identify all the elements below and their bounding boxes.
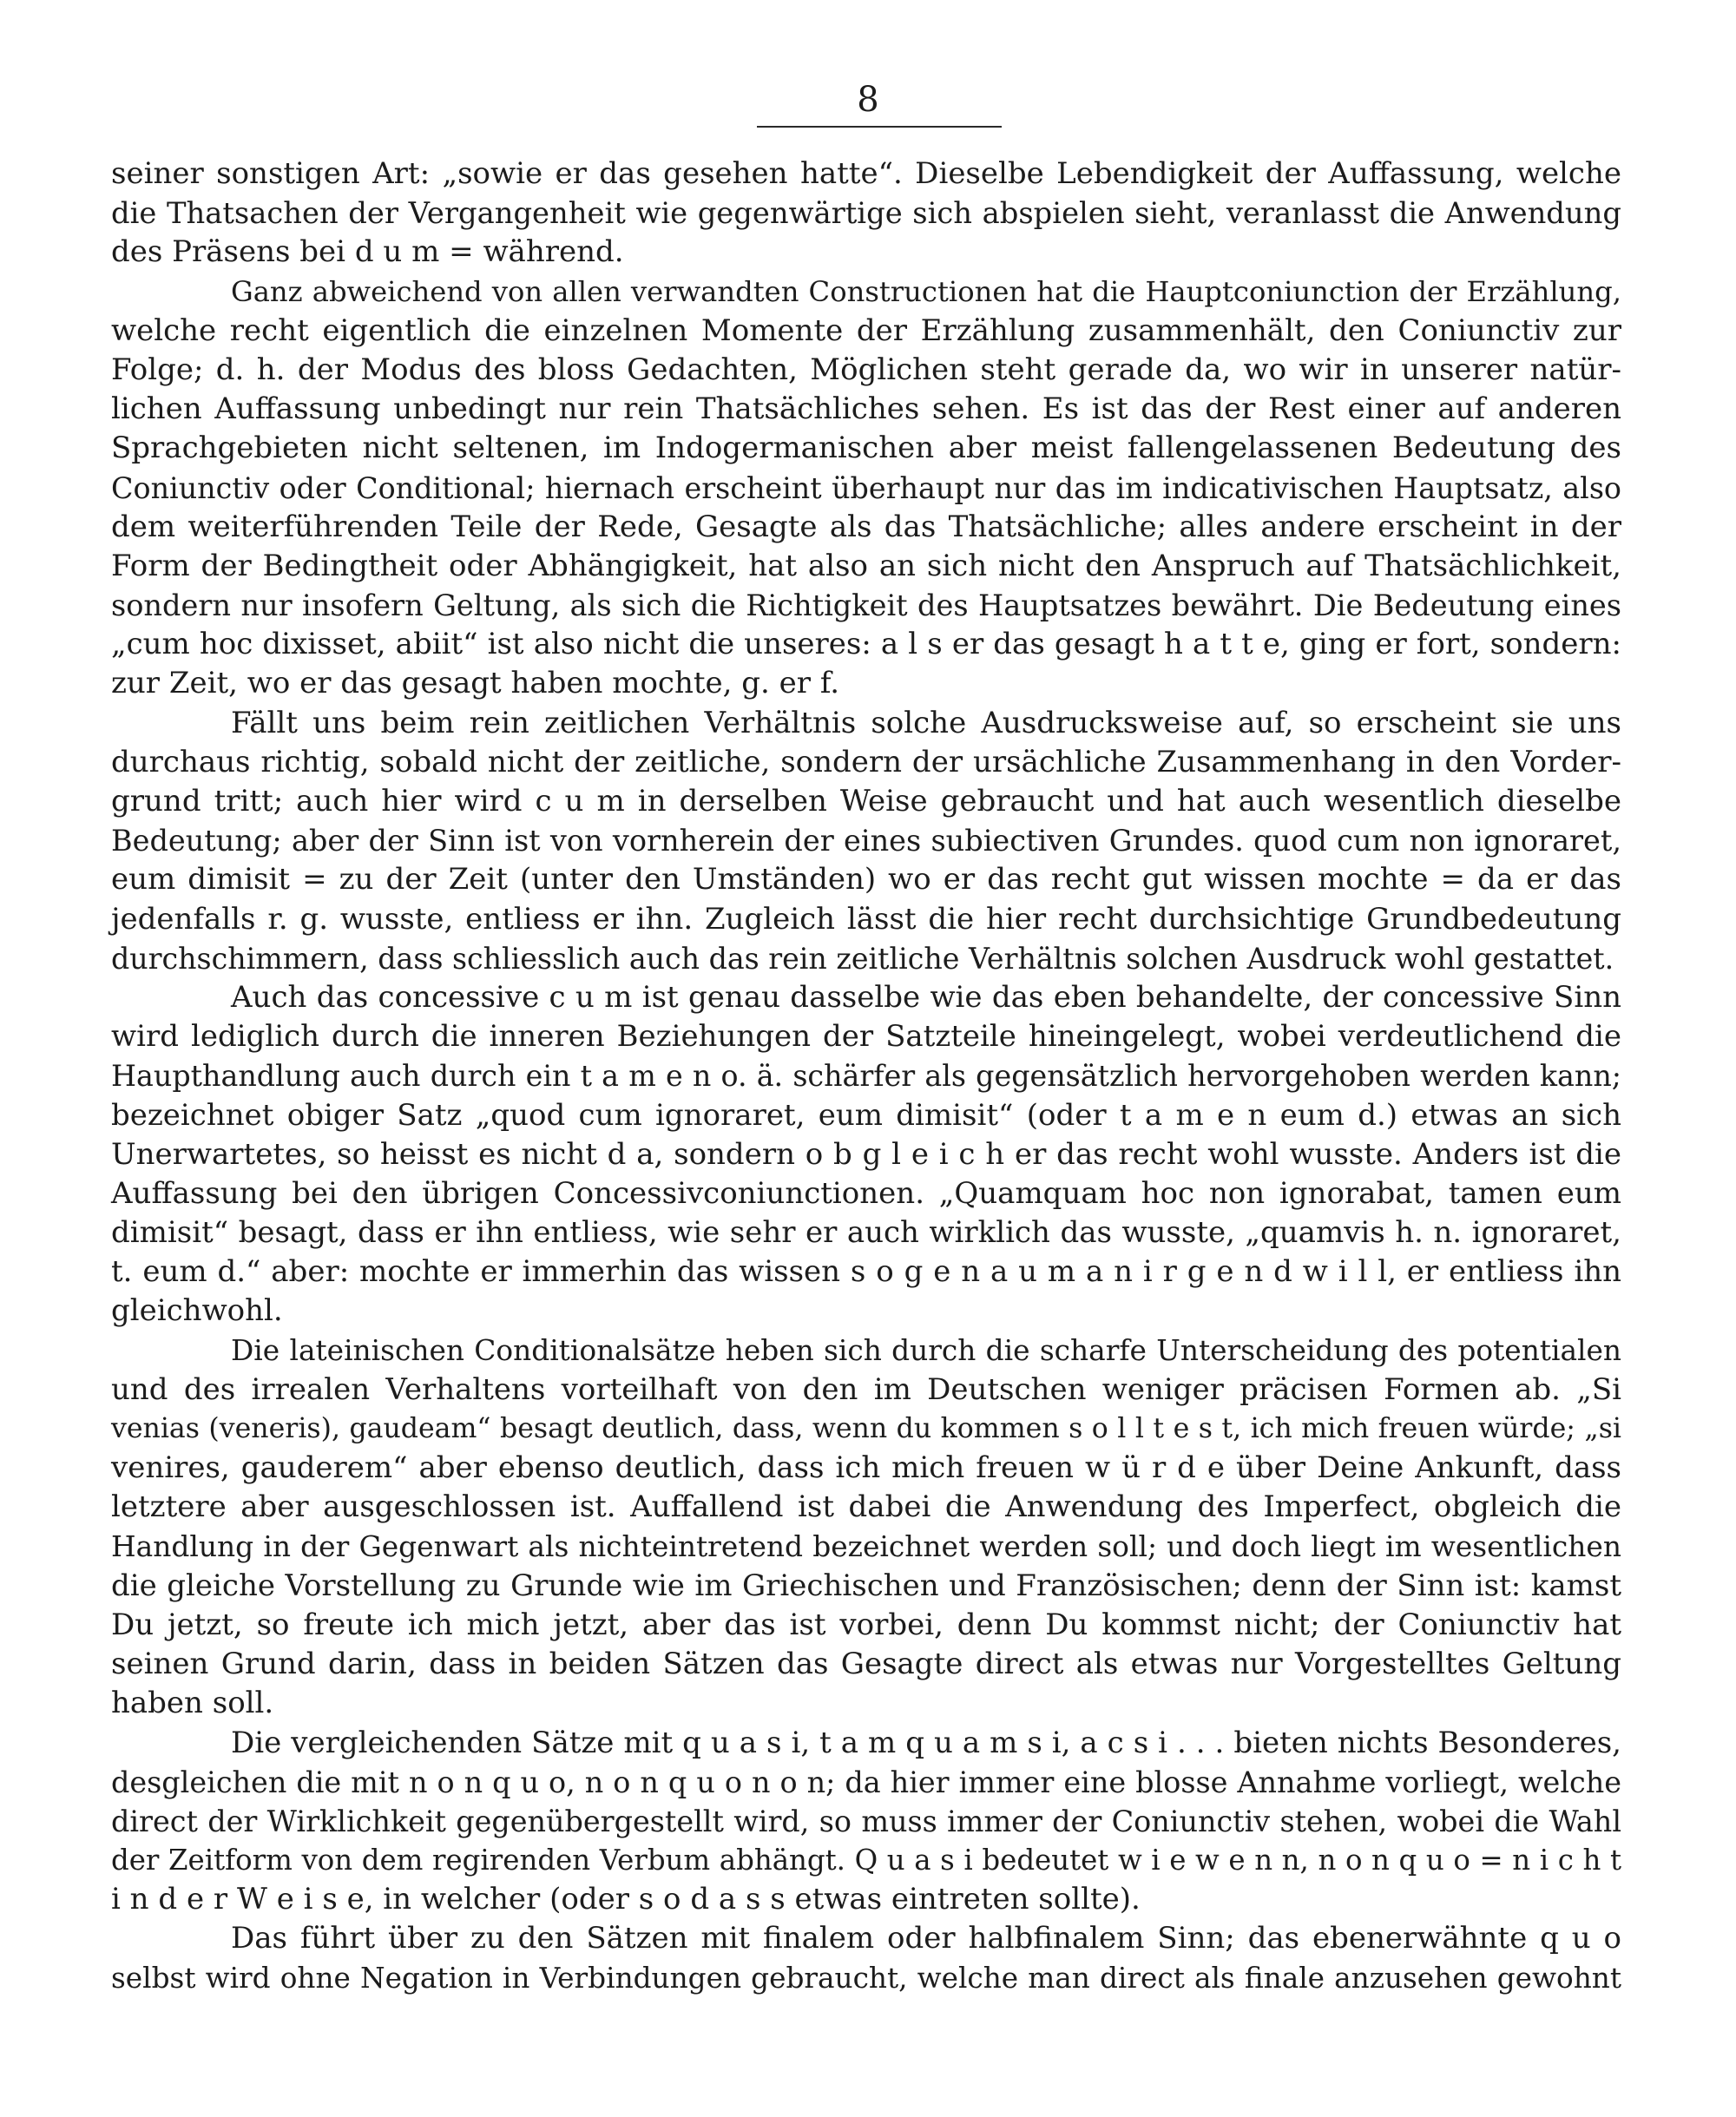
text-line: des Präsens bei d u m = während. (111, 234, 624, 270)
text-line: „cum hoc dixisset, abiit“ ist also nicht die unseres: a l s er das gesagt h a t t e, ging er fort, sondern: (111, 627, 1621, 662)
text-line: desgleichen die mit n o n q u o, n o n q u o n o n; da hier immer eine blosse Annahme vorliegt, welche (111, 1765, 1621, 1799)
text-line: lichen Auffassung unbedingt nur rein Thatsächliches sehen. Es ist das der Rest einer auf anderen (111, 391, 1621, 427)
text-line: Form der Bedingtheit oder Abhängigkeit, hat also an sich nicht den Anspruch auf Thatsächlichkeit, (111, 548, 1621, 583)
text-line: die Thatsachen der Vergangenheit wie gegenwärtige sich abspielen sieht, veranlasst die Anwendung (111, 196, 1621, 231)
text-line: der Zeitform von dem regirenden Verbum abhängt. Q u a s i bedeutet w i e w e n n, n o n q u o = n i c h t (111, 1844, 1621, 1877)
text-line: venias (veneris), gaudeam“ besagt deutlich, dass, wenn du kommen s o l l t e s t, ich mich freuen würde; „si (111, 1413, 1621, 1444)
text-line: Coniunctiv oder Conditional; hiernach erscheint überhaupt nur das im indicativischen Hauptsatz, also (111, 470, 1621, 505)
text-line: direct der Wirklichkeit gegenübergestellt wird, so muss immer der Coniunctiv stehen, wobei die Wahl (111, 1804, 1621, 1838)
text-line: selbst wird ohne Negation in Verbindungen gebraucht, welche man direct als finale anzusehen gewohnt (111, 1961, 1621, 1995)
text-line: eum dimisit = zu der Zeit (unter den Umständen) wo er das recht gut wissen mochte = da er das (111, 862, 1621, 897)
text-line: Sprachgebieten nicht seltenen, im Indogermanischen aber meist fallengelassenen Bedeutung des (111, 431, 1621, 466)
text-line: Die lateinischen Conditionalsätze heben sich durch die scharfe Unterscheidung des potentialen (231, 1333, 1621, 1367)
text-line: grund tritt; auch hier wird c u m in derselben Weise gebraucht und hat auch wesentlich dieselbe (111, 784, 1621, 819)
text-line: welche recht eigentlich die einzelnen Momente der Erzählung zusammenhält, den Coniunctiv zur (111, 312, 1621, 348)
text-line: seinen Grund darin, dass in beiden Sätzen das Gesagte direct als etwas nur Vorgestelltes Geltung (111, 1647, 1621, 1682)
text-line: Auffassung bei den übrigen Concessivconiunctionen. „Quamquam hoc non ignorabat, tamen eum (111, 1175, 1621, 1211)
text-line: letztere aber ausgeschlossen ist. Auffallend ist dabei die Anwendung des Imperfect, obgleich die (111, 1489, 1621, 1525)
text-line: zur Zeit, wo er das gesagt haben mochte, g. er f. (111, 666, 840, 701)
text-line: i n d e r W e i s e, in welcher (oder s o d a s s etwas eintreten sollte). (111, 1882, 1141, 1917)
text-line: seiner sonstigen Art: „sowie er das gesehen hatte“. Dieselbe Lebendigkeit der Auffassung, welche (111, 156, 1621, 191)
text-line: Handlung in der Gegenwart als nichteintretend bezeichnet werden soll; und doch liegt im wesentlichen (111, 1529, 1621, 1563)
page-number-rule (757, 126, 1002, 128)
text-line: Das führt über zu den Sätzen mit finalem oder halbfinalem Sinn; das ebenerwähnte q u o (231, 1921, 1621, 1956)
page-number: 8 (857, 80, 879, 120)
text-line: Du jetzt, so freute ich mich jetzt, aber das ist vorbei, denn Du kommst nicht; der Coniunctiv hat (111, 1607, 1621, 1642)
text-line: dimisit“ besagt, dass er ihn entliess, wie sehr er auch wirklich das wusste, „quamvis h. n. ignoraret, (111, 1215, 1621, 1251)
text-line: Auch das concessive c u m ist genau dasselbe wie das eben behandelte, der concessive Sinn (231, 979, 1621, 1015)
text-line: jedenfalls r. g. wusste, entliess er ihn. Zugleich lässt die hier recht durchsichtige Grundbedeutung (111, 901, 1621, 937)
text-line: Ganz abweichend von allen verwandten Constructionen hat die Hauptconiunction der Erzählung, (231, 274, 1621, 308)
text-line: die gleiche Vorstellung zu Grunde wie im Griechischen und Französischen; denn der Sinn ist: kamst (111, 1568, 1621, 1603)
text-line: durchaus richtig, sobald nicht der zeitliche, sondern der ursächliche Zusammenhang in den Vorder- (111, 744, 1621, 779)
text-line: haben soll. (111, 1686, 274, 1721)
text-line: dem weiterführenden Teile der Rede, Gesagte als das Thatsächliche; alles andere erscheint in der (111, 509, 1621, 544)
text-line: Bedeutung; aber der Sinn ist von vornherein der eines subiectiven Grundes. quod cum non ignoraret, (111, 824, 1621, 858)
text-line: bezeichnet obiger Satz „quod cum ignoraret, eum dimisit“ (oder t a m e n eum d.) etwas an sich (111, 1097, 1621, 1133)
text-line: gleichwohl. (111, 1293, 283, 1329)
text-line: und des irrealen Verhaltens vorteilhaft von den im Deutschen weniger präcisen Formen ab. „Si (111, 1371, 1621, 1407)
text-line: wird lediglich durch die inneren Beziehungen der Satzteile hineingelegt, wobei verdeutlichend die (111, 1019, 1621, 1055)
text-line: Folge; d. h. der Modus des bloss Gedachten, Möglichen steht gerade da, wo wir in unserer natür- (111, 352, 1621, 387)
text-line: durchschimmern, dass schliesslich auch das rein zeitliche Verhältnis solchen Ausdruck wohl gestattet. (111, 941, 1614, 976)
text-line: Unerwartetes, so heisst es nicht d a, sondern o b g l e i c h er das recht wohl wusste. Anders ist die (111, 1136, 1621, 1172)
text-line: venires, gauderem“ aber ebenso deutlich, dass ich mich freuen w ü r d e über Deine Ankunft, dass (111, 1450, 1621, 1486)
text-line: Haupthandlung auch durch ein t a m e n o. ä. schärfer als gegensätzlich hervorgehoben werden kann; (111, 1059, 1621, 1094)
text-line: Fällt uns beim rein zeitlichen Verhältnis solche Ausdrucksweise auf, so erscheint sie uns (231, 705, 1621, 740)
body-text (111, 155, 1621, 1998)
text-line: t. eum d.“ aber: mochte er immerhin das wissen s o g e n a u m a n i r g e n d w i l l, er entliess ihn (111, 1254, 1621, 1290)
text-line: Die vergleichenden Sätze mit q u a s i, t a m q u a m s i, a c s i . . . bieten nichts Besonderes, (231, 1725, 1621, 1760)
text-line: sondern nur insofern Geltung, als sich die Richtigkeit des Hauptsatzes bewährt. Die Bedeutung eines (111, 588, 1621, 623)
